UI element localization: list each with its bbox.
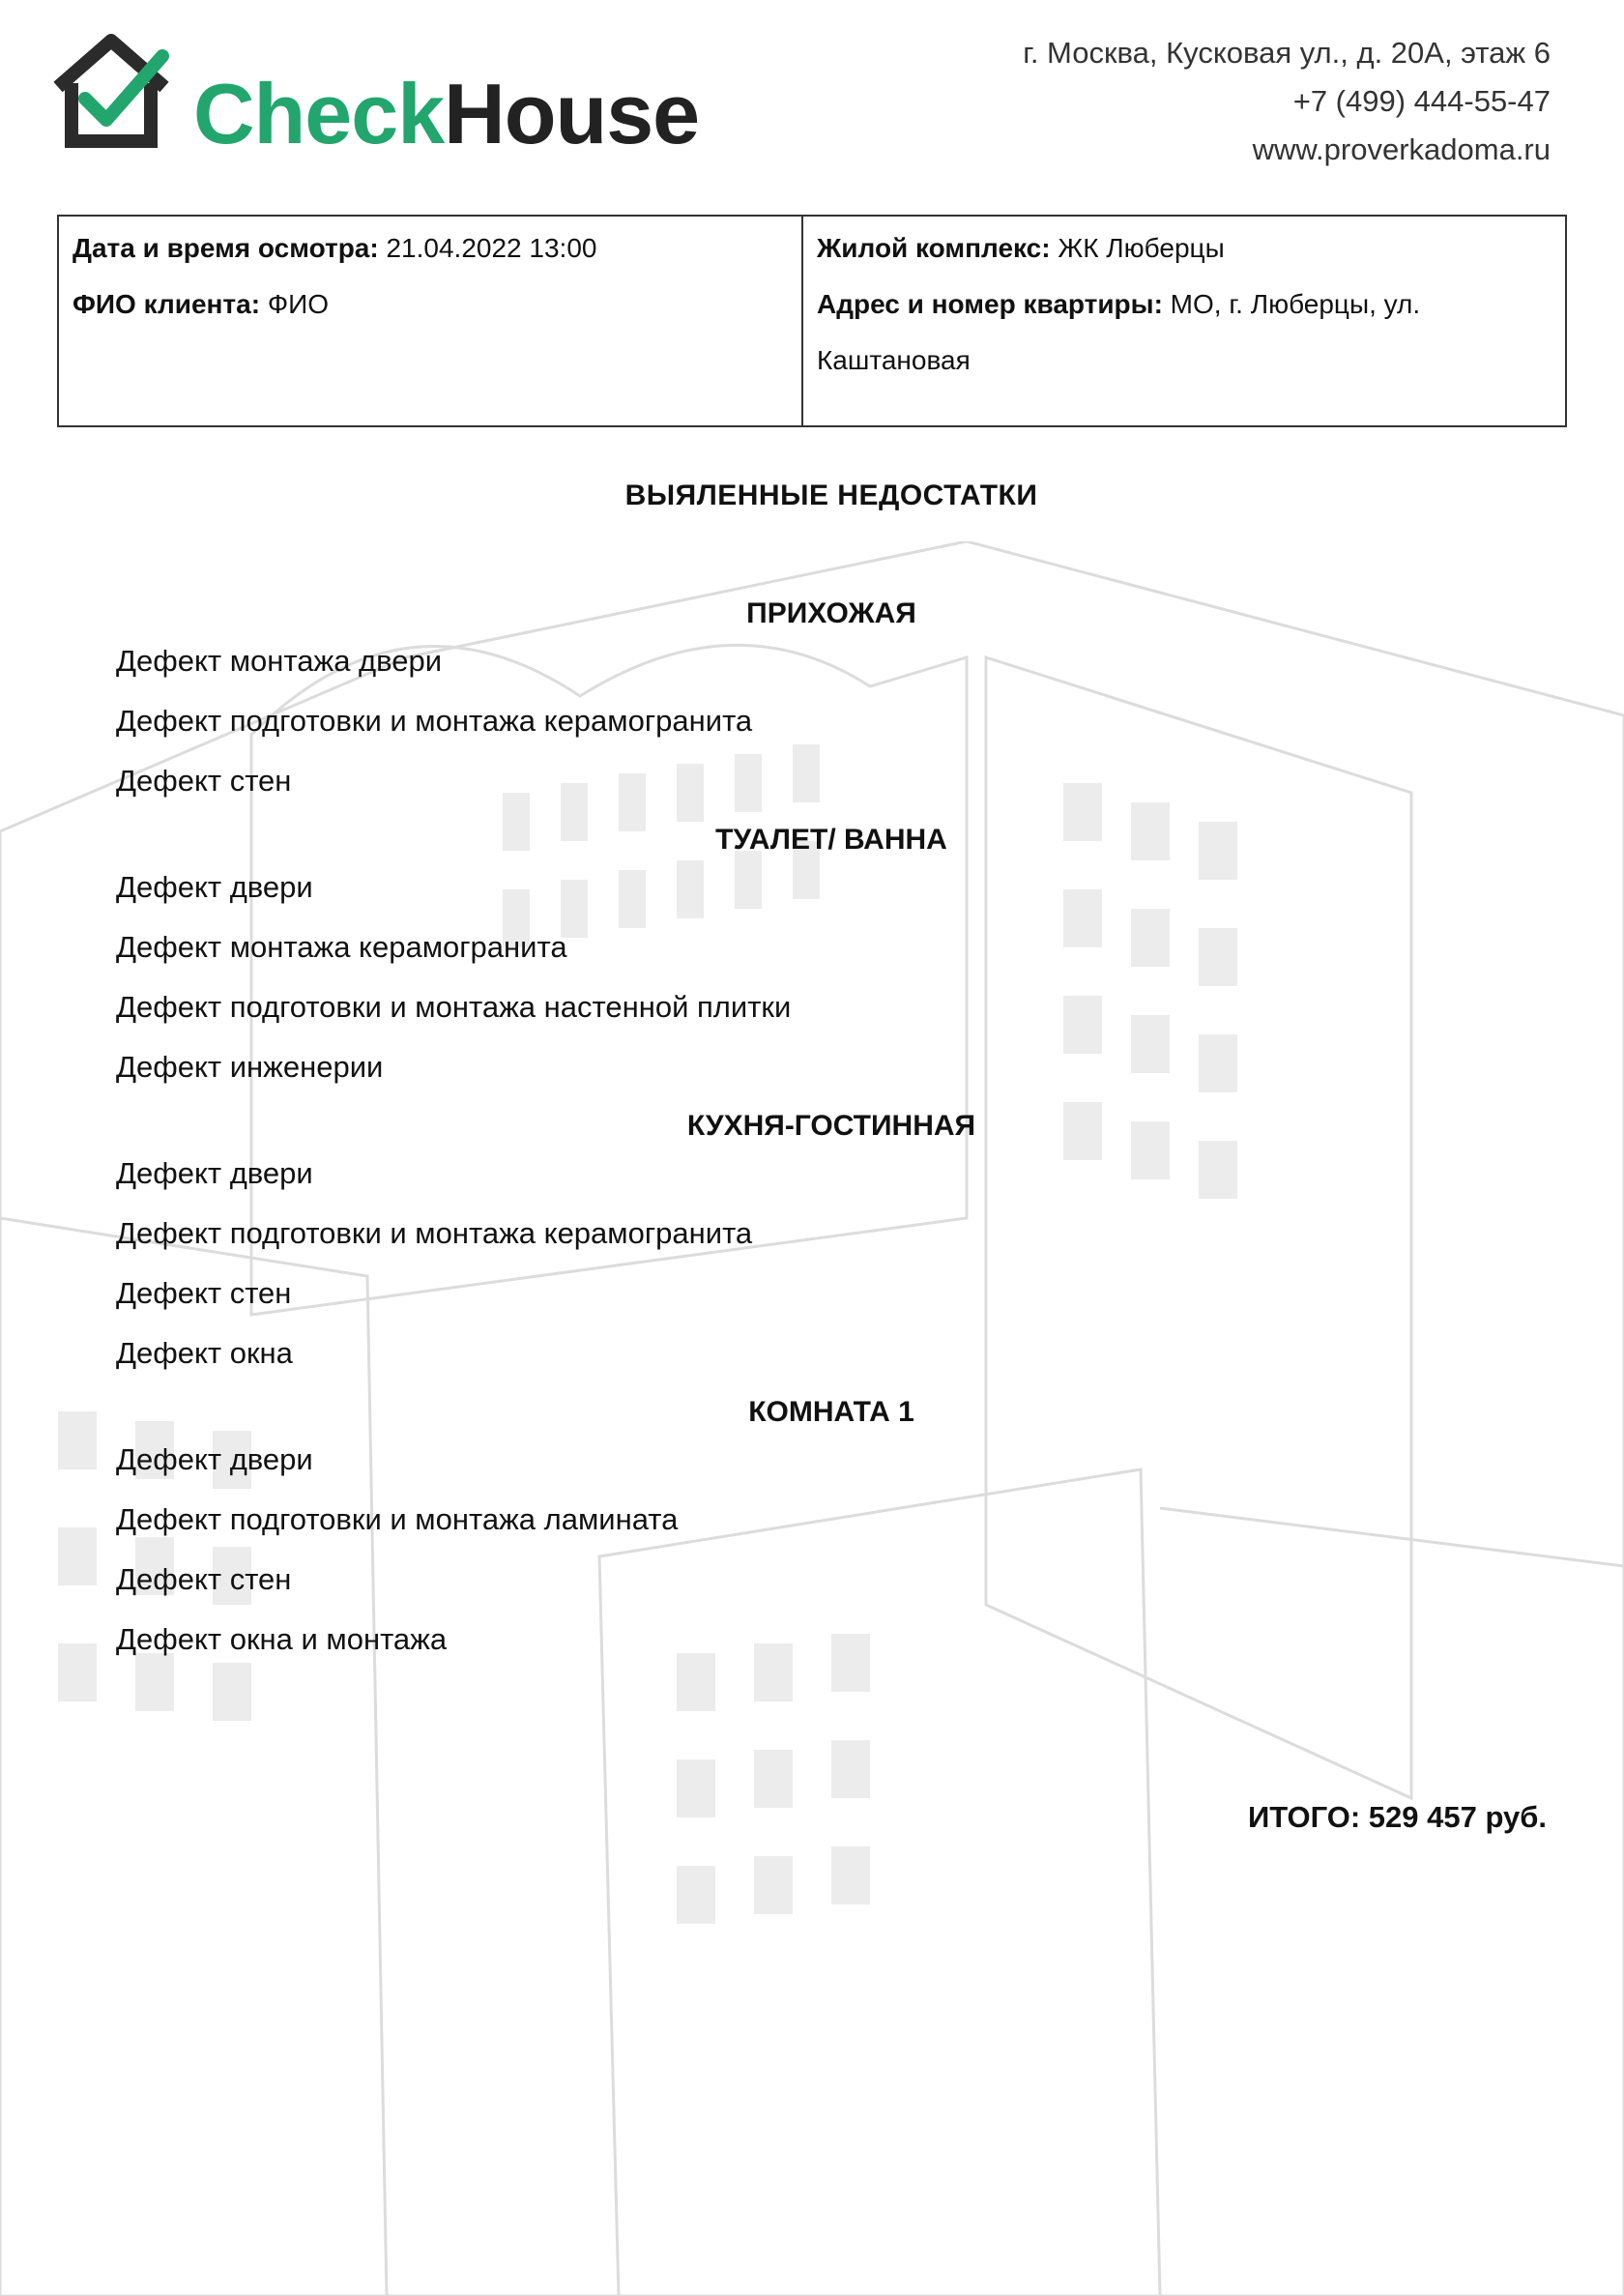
company-contacts (1023, 29, 1551, 174)
section-kitchen-living (0, 1104, 1624, 1388)
residential-complex-label: Жилой комплекс: (817, 233, 1051, 263)
total-amount: ИТОГО: 529 457 руб. (1248, 1800, 1547, 1834)
defect-item: Дефект монтажа керамогранита (116, 930, 567, 964)
info-cell-left (59, 217, 803, 425)
section-bathroom (0, 818, 1624, 1102)
section-hallway (0, 592, 1624, 816)
section-title: ТУАЛЕТ/ ВАННА (715, 824, 947, 856)
apartment-address-value: МО, г. Люберцы, ул. Каштановая (817, 289, 1421, 375)
residential-complex-row (817, 220, 1552, 276)
section-title: КОМНАТА 1 (748, 1396, 914, 1428)
company-phone: +7 (499) 444-55-47 (1292, 84, 1551, 118)
client-name-row (72, 276, 788, 333)
logo-wordmark (193, 66, 700, 161)
defect-item: Дефект двери (116, 1442, 313, 1476)
section-title: КУХНЯ-ГОСТИННАЯ (686, 1110, 976, 1142)
defect-item: Дефект подготовки и монтажа ламината (116, 1502, 679, 1536)
apartment-address-row (817, 276, 1552, 389)
house-check-icon (48, 27, 174, 153)
inspection-info-table (57, 215, 1567, 427)
defect-item: Дефект стен (116, 1276, 292, 1310)
company-address: г. Москва, Кусковая ул., д. 20А, этаж 6 (1023, 36, 1551, 70)
defect-item: Дефект подготовки и монтажа керамогранита (116, 704, 753, 738)
defect-item: Дефект стен (116, 1562, 292, 1596)
section-room-1 (0, 1390, 1624, 1674)
defect-item: Дефект двери (116, 870, 313, 904)
inspection-date-label: Дата и время осмотра: (72, 233, 379, 263)
inspection-date-row (72, 220, 788, 276)
apartment-address-label: Адрес и номер квартиры: (817, 289, 1163, 319)
defects-list (0, 592, 1624, 1674)
company-logo (48, 27, 700, 162)
defect-item: Дефект подготовки и монтажа настенной плитки (116, 990, 792, 1024)
page-title: ВЫЯЛЕННЫЕ НЕДОСТАТКИ (624, 480, 1038, 511)
section-title: ПРИХОЖАЯ (746, 597, 916, 629)
company-website: www.proverkadoma.ru (1252, 132, 1551, 166)
residential-complex-value: ЖК Люберцы (1058, 233, 1225, 263)
info-cell-right (803, 217, 1565, 425)
defect-item: Дефект стен (116, 764, 292, 798)
defect-item: Дефект инженерии (116, 1050, 384, 1084)
client-name-label: ФИО клиента: (72, 289, 261, 319)
defect-item: Дефект двери (116, 1156, 313, 1190)
client-name-value: ФИО (267, 289, 330, 319)
defect-item: Дефект окна (116, 1336, 293, 1370)
defect-item: Дефект окна и монтажа (116, 1622, 448, 1656)
inspection-date-value: 21.04.2022 13:00 (386, 233, 597, 263)
defect-item: Дефект подготовки и монтажа керамогранита (116, 1216, 753, 1250)
defect-item: Дефект монтажа двери (116, 644, 443, 678)
logo-part-check: Check (193, 66, 445, 161)
logo-part-house: House (444, 66, 700, 161)
